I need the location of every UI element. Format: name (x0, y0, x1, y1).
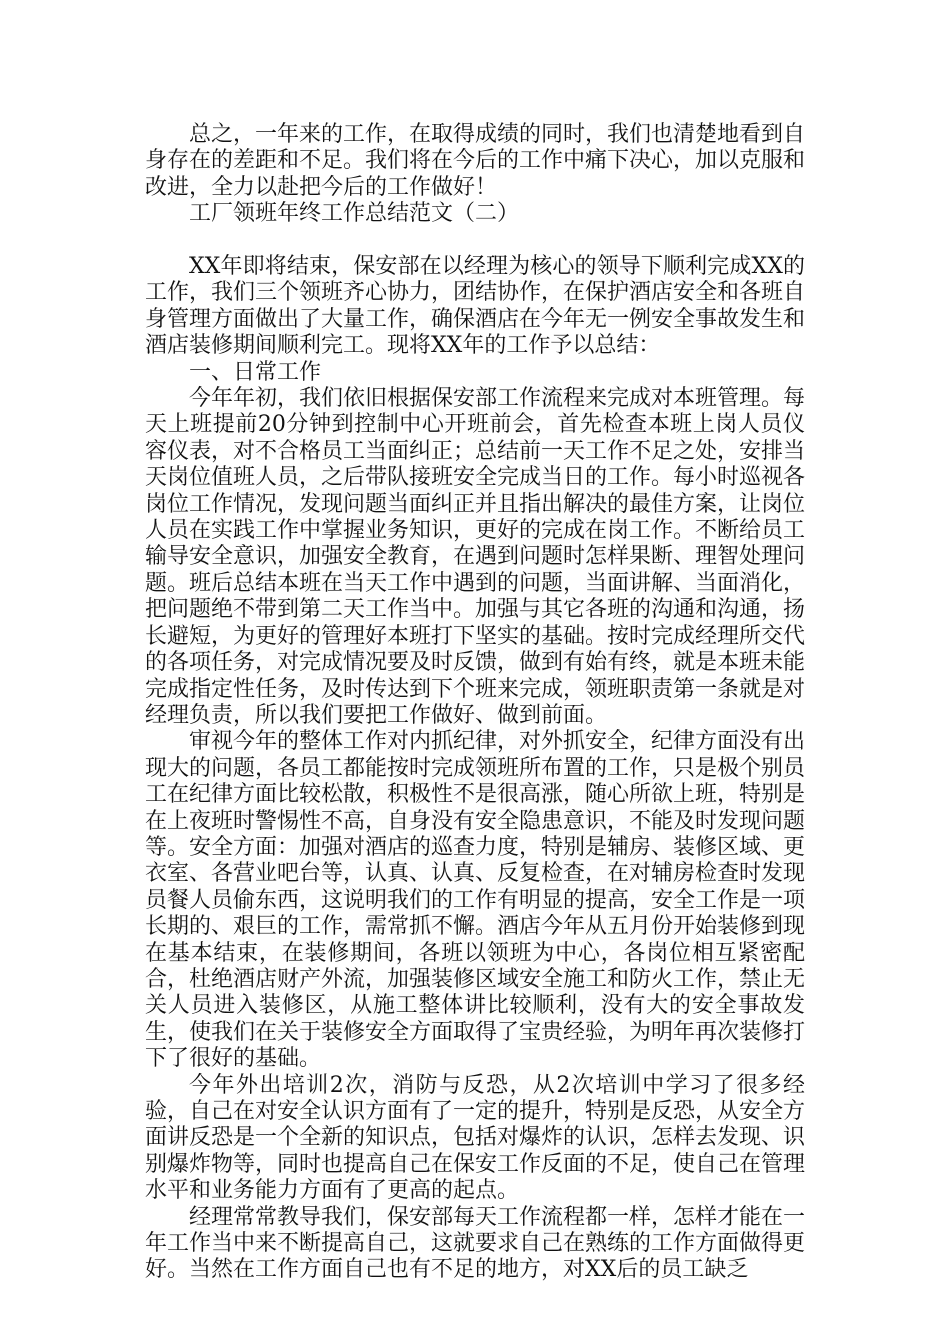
body-paragraph-4: 经理常常教导我们，保安部每天工作流程都一样，怎样才能在一年工作当中来不断提高自己，这就要求自己在熟练的工作方面做得更好。当然在工作方面自己也有不足的地方，对XX后的员工缺乏 (145, 1204, 806, 1283)
body-paragraph-1: 今年年初，我们依旧根据保安部工作流程来完成对本班管理。每天上班提前20分钟到控制中心开班前会，首先检查本班上岗人员仪容仪表，对不合格员工当面纠正；总结前一天工作不足之处，安排当天岗位值班人员，之后带队接班安全完成当日的工作。每小时巡视各岗位工作情况，发现问题当面纠正并且指出解决的最佳方案，让岗位人员在实践工作中掌握业务知识，更好的完成在岗工作。不断给员工输导安全意识，加强安全教育，在遇到问题时怎样果断、理智处理问题。班后总结本班在当天工作中遇到的问题，当面讲解、当面消化，把问题绝不带到第二天工作当中。加强与其它各班的沟通和沟通，扬长避短，为更好的管理好本班打下坚实的基础。按时完成经理所交代的各项任务，对完成情况要及时反馈，做到有始有终，就是本班未能完成指定性任务，及时传达到下个班来完成，领班职责第一条就是对经理负责，所以我们要把工作做好、做到前面。 (145, 386, 806, 728)
body-paragraph-3: 今年外出培训2次，消防与反恐，从2次培训中学习了很多经验，自己在对安全认识方面有了一定的提升，特别是反恐，从安全方面讲反恐是一个全新的知识点，包括对爆炸的认识，怎样去发现、识别爆炸物等，同时也提高自己在保安工作反面的不足，使自己在管理水平和业务能力方面有了更高的起点。 (145, 1072, 806, 1204)
document-subtitle: 工厂领班年终工作总结范文（二） (189, 201, 520, 227)
blank-line (145, 228, 805, 254)
intro-paragraph: XX年即将结束，保安部在以经理为核心的领导下顺利完成XX的工作，我们三个领班齐心协力，团结协作，在保护酒店安全和各班自身管理方面做出了大量工作，确保酒店在今年无一例安全事故发生和酒店装修期间顺利完工。现将XX年的工作予以总结： (145, 254, 806, 359)
document-body (145, 122, 805, 1284)
closing-paragraph: 总之，一年来的工作，在取得成绩的同时，我们也清楚地看到自身存在的差距和不足。我们将在今后的工作中痛下决心，加以克服和改进，全力以赴把今后的工作做好！ (145, 122, 806, 200)
body-paragraph-2: 审视今年的整体工作对内抓纪律，对外抓安全，纪律方面没有出现大的问题，各员工都能按时完成领班所布置的工作，只是极个别员工在纪律方面比较松散，积极性不是很高涨，随心所欲上班，特别是在上夜班时警惕性不高，自身没有安全隐患意识，不能及时发现问题等。安全方面：加强对酒店的巡查力度，特别是辅房、装修区域、更衣室、各营业吧台等，认真、认真、反复检查，在对辅房检查时发现员餐人员偷东西，这说明我们的工作有明显的提高，安全工作是一项长期的、艰巨的工作，需常抓不懈。酒店今年从五月份开始装修到现在基本结束，在装修期间，各班以领班为中心，各岗位相互紧密配合，杜绝酒店财产外流，加强装修区域安全施工和防火工作，禁止无关人员进入装修区，从施工整体讲比较顺利，没有大的安全事故发生，使我们在关于装修安全方面取得了宝贵经验，为明年再次装修打下了很好的基础。 (145, 729, 806, 1072)
section-heading-daily-work: 一、日常工作 (189, 359, 322, 385)
